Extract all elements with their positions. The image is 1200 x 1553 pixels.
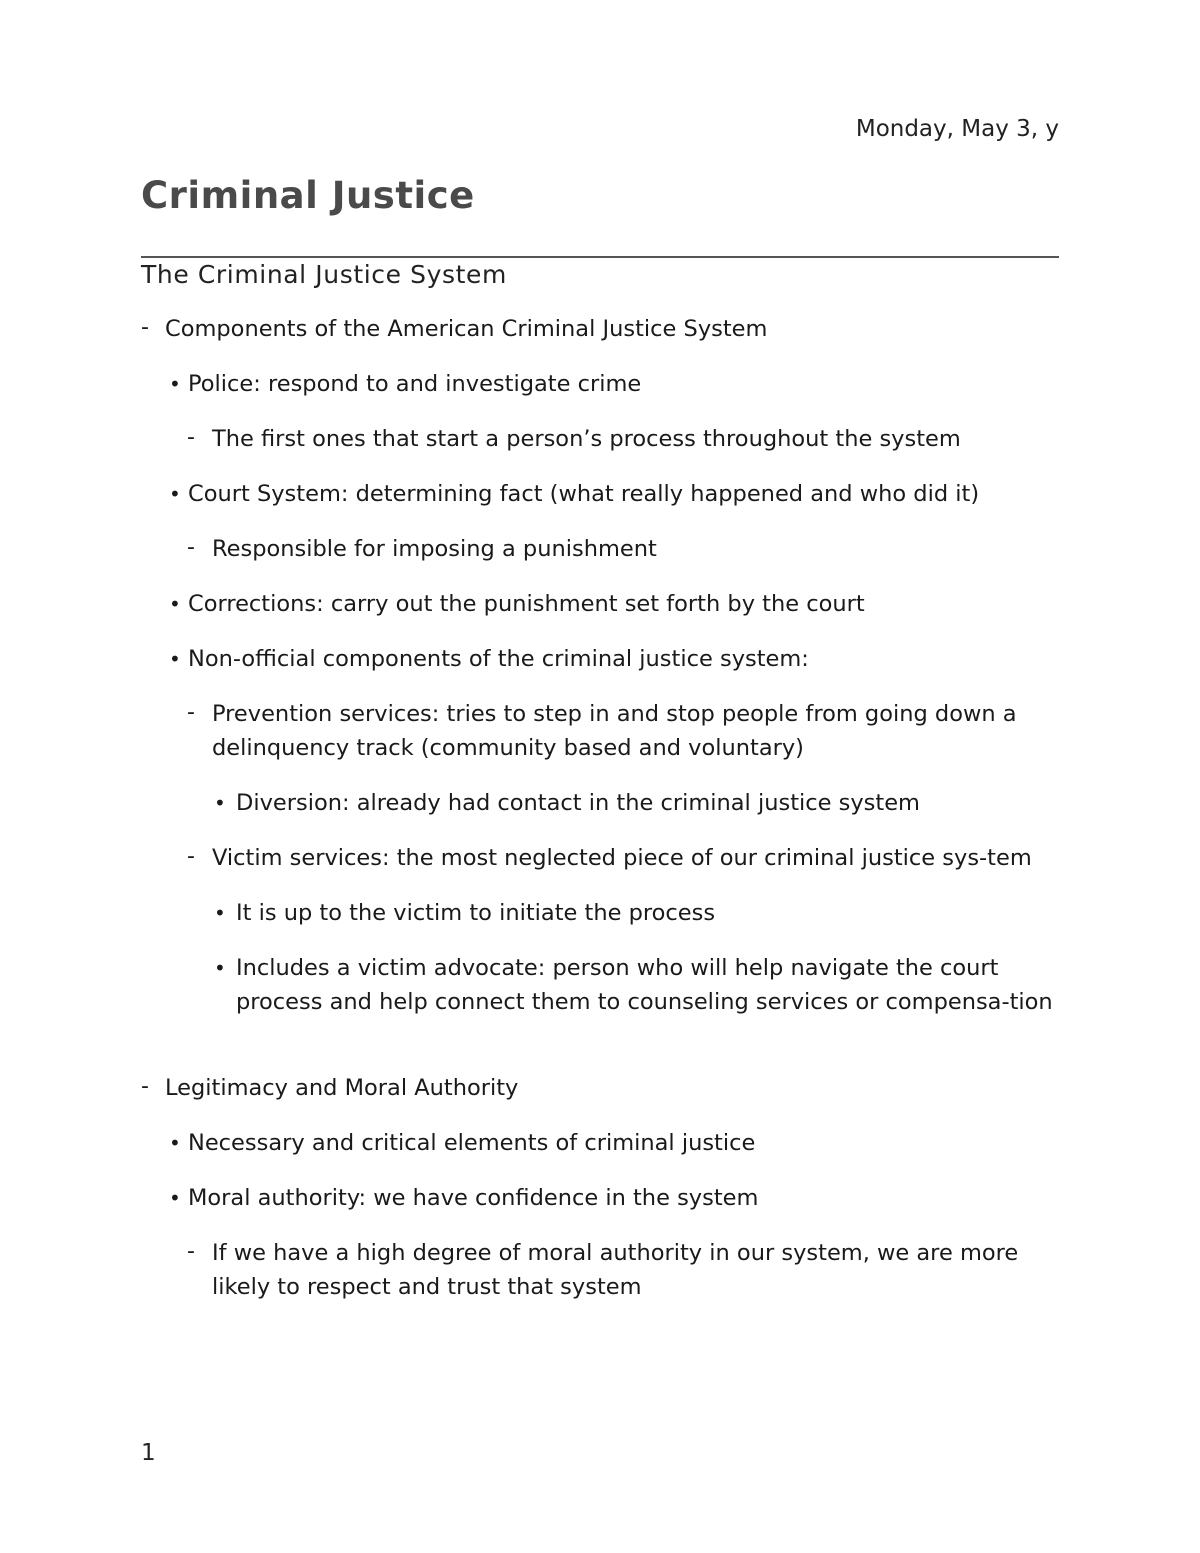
- list-item: [141, 841, 1061, 875]
- list-item-text: Necessary and critical elements of criminal justice: [188, 1130, 756, 1156]
- dash-marker: -: [187, 1239, 195, 1264]
- list-item: [141, 1071, 1061, 1105]
- dash-marker: -: [187, 535, 195, 560]
- list-item-text: Legitimacy and Moral Authority: [165, 1075, 519, 1101]
- header-date: Monday, May 3, y: [855, 116, 1059, 142]
- list-item-text: Components of the American Criminal Justice System: [165, 316, 768, 342]
- list-item: [141, 532, 1061, 566]
- list-item: [141, 312, 1061, 346]
- bullet-marker: •: [214, 791, 226, 815]
- list-item-text: Responsible for imposing a punishment: [212, 536, 657, 562]
- dash-marker: -: [187, 425, 195, 450]
- dash-marker: -: [141, 1074, 149, 1099]
- bullet-marker: •: [169, 647, 181, 671]
- bullet-marker: •: [169, 592, 181, 616]
- list-item: [141, 1181, 1061, 1215]
- dash-marker: -: [187, 700, 195, 725]
- list-item: [141, 697, 1061, 765]
- list-item-text: Moral authority: we have confidence in the system: [188, 1185, 759, 1211]
- list-item-text: Diversion: already had contact in the criminal justice system: [236, 790, 920, 816]
- bullet-marker: •: [169, 372, 181, 396]
- dash-marker: -: [187, 844, 195, 869]
- list-item-text: Includes a victim advocate: person who will help navigate the court process and help connect them to counseling services or compensa-tion: [236, 955, 1053, 1015]
- list-item-text: Prevention services: tries to step in and stop people from going down a delinquency track (community based and voluntary): [212, 701, 1017, 761]
- list-item: [141, 1126, 1061, 1160]
- list-item: [141, 642, 1061, 676]
- bullet-marker: •: [214, 956, 226, 980]
- list-item: [141, 951, 1061, 1019]
- bullet-marker: •: [169, 1131, 181, 1155]
- list-item: [141, 587, 1061, 621]
- outline-list: [141, 312, 1061, 1325]
- bullet-marker: •: [169, 1186, 181, 1210]
- list-item: [141, 477, 1061, 511]
- dash-marker: -: [141, 315, 149, 340]
- page-number: 1: [141, 1440, 156, 1466]
- title-divider: [141, 256, 1059, 258]
- list-item: [141, 896, 1061, 930]
- list-item: [141, 367, 1061, 401]
- document-title: Criminal Justice: [141, 174, 475, 217]
- list-item-text: Police: respond to and investigate crime: [188, 371, 642, 397]
- list-item-text: Non-official components of the criminal justice system:: [188, 646, 809, 672]
- list-item-text: Victim services: the most neglected piece of our criminal justice sys-tem: [212, 845, 1032, 871]
- list-item-text: It is up to the victim to initiate the process: [236, 900, 716, 926]
- list-item-text: Corrections: carry out the punishment set forth by the court: [188, 591, 865, 617]
- list-item-text: If we have a high degree of moral authority in our system, we are more likely to respect and trust that system: [212, 1240, 1019, 1300]
- section-heading: The Criminal Justice System: [141, 260, 507, 289]
- list-item: [141, 422, 1061, 456]
- bullet-marker: •: [169, 482, 181, 506]
- list-item-text: Court System: determining fact (what really happened and who did it): [188, 481, 980, 507]
- list-item: [141, 786, 1061, 820]
- list-item-text: The first ones that start a person’s process throughout the system: [212, 426, 961, 452]
- bullet-marker: •: [214, 901, 226, 925]
- list-item: [141, 1236, 1061, 1304]
